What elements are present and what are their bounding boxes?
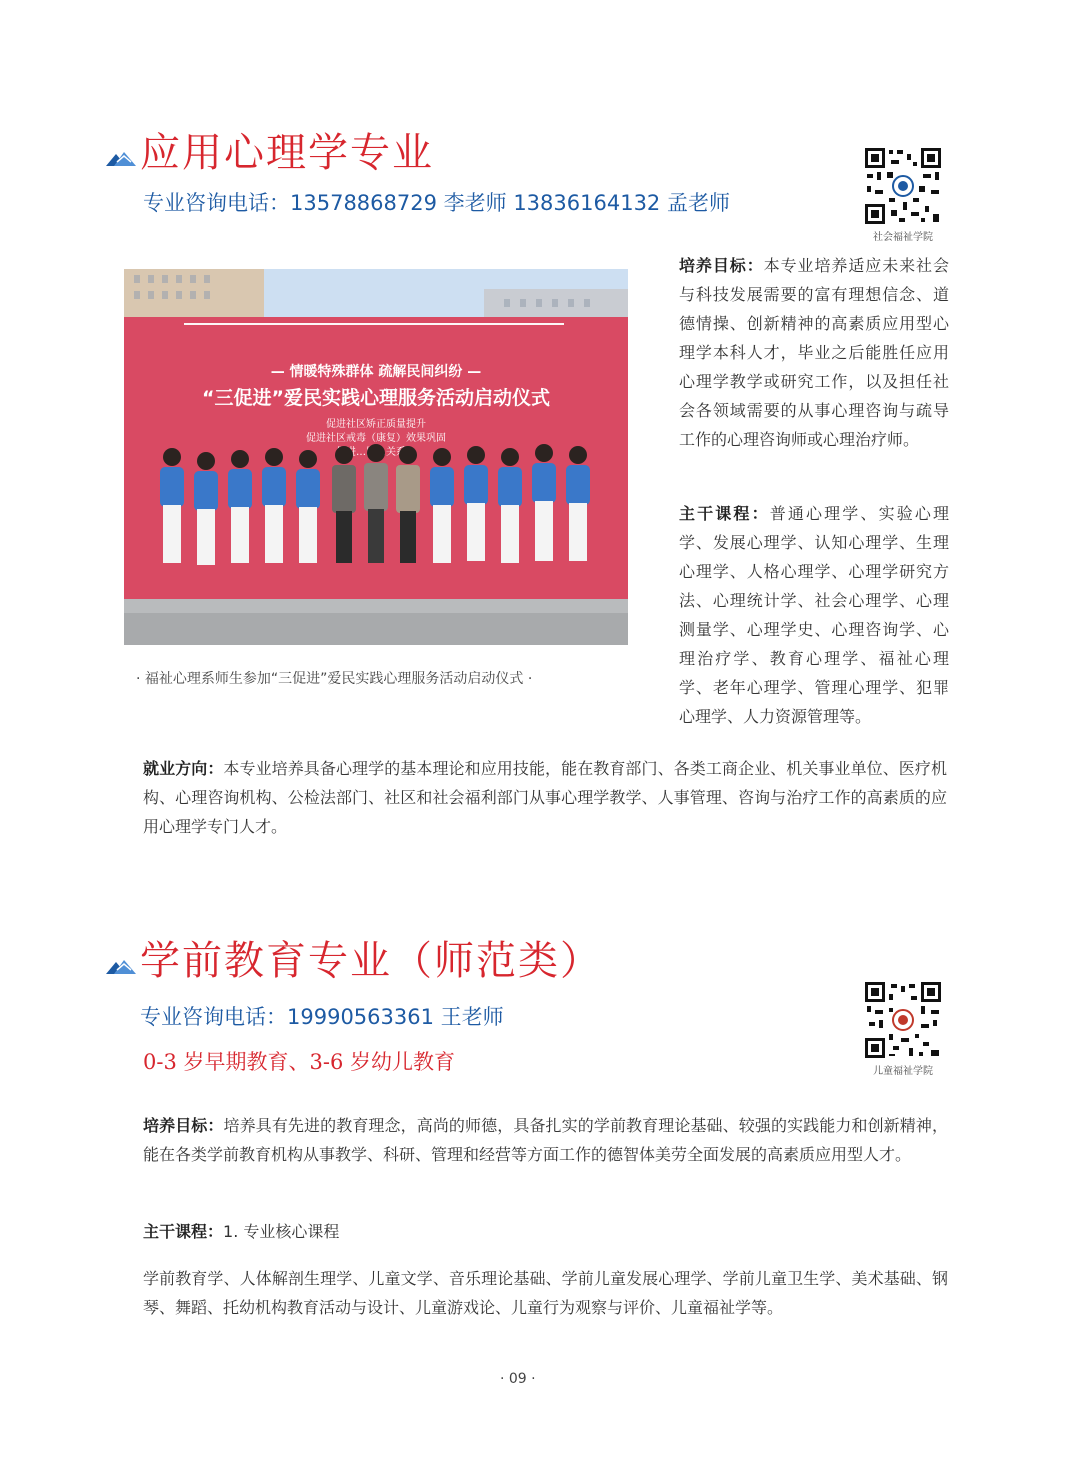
main-courses-heading [143, 1217, 948, 1246]
employ-label: 就业方向： [143, 759, 224, 778]
goal-label: 培养目标： [679, 256, 764, 275]
courses-text: 普通心理学、实验心理学、发展心理学、认知心理学、生理心理学、人格心理学、心理学研究方法、心理统计学、社会心理学、心理测量学、心理学史、心理咨询学、心理治疗学、教育心理学、福祉心理学、老年心理学、管理心理学、犯罪心理学、人力资源管理等。 [679, 504, 949, 726]
courses-text: 学前教育学、人体解剖生理学、儿童文学、音乐理论基础、学前儿童发展心理学、学前儿童卫生学、美术基础、钢琴、舞蹈、托幼机构教育活动与设计、儿童游戏论、儿童行为观察与评价、儿童福祉学等。 [143, 1269, 948, 1317]
section-title: 学前教育专业（师范类） [140, 938, 602, 984]
page-number: · 09 · [500, 1371, 536, 1387]
main-courses [679, 499, 949, 731]
section-marker-icon [104, 954, 138, 976]
goal-text: 本专业培养适应未来社会与科技发展需要的富有理想信念、道德情操、创新精神的高素质应用型心理学本科人才，毕业之后能胜任应用心理学教学或研究工作，以及担任社会各领域需要的从事心理咨询与疏导工作的心理咨询师或心理治疗师。 [679, 256, 949, 449]
activity-photo [124, 269, 628, 645]
training-goal [679, 251, 949, 454]
banner-line: 促进社区矫正质量提升 [326, 419, 426, 430]
qr-caption: 儿童福祉学院 [873, 1066, 933, 1077]
banner-title: “三促进”爱民实践心理服务活动启动仪式 [202, 387, 550, 409]
employ-text: 本专业培养具备心理学的基本理论和应用技能，能在教育部门、各类工商企业、机关事业单位、医疗机构、心理咨询机构、公检法部门、社区和社会福利部门从事心理学教学、人事管理、咨询与治疗工作的高素质的应用心理学专门人才。 [143, 759, 947, 836]
employment-direction [143, 754, 947, 841]
courses-label: 主干课程： [143, 1222, 224, 1241]
qr-caption: 社会福祉学院 [873, 232, 933, 243]
photo-caption: · 福祉心理系师生参加“三促进”爱民实践心理服务活动启动仪式 · [136, 671, 533, 687]
courses-label: 主干课程： [679, 504, 770, 523]
core-courses [143, 1264, 948, 1322]
training-goal [143, 1111, 948, 1169]
goal-text: 培养具有先进的教育理念，高尚的师德，具备扎实的学前教育理论基础、较强的实践能力和创新精神，能在各类学前教育机构从事教学、科研、管理和经营等方面工作的德智体美劳全面发展的高素质应用型人才。 [143, 1116, 948, 1164]
section-title: 应用心理学专业 [140, 130, 434, 176]
section-marker-icon [104, 146, 138, 168]
goal-label: 培养目标： [143, 1116, 224, 1135]
banner-line: 促进社区戒毒（康复）效果巩固 [306, 433, 446, 444]
section-subtitle: 0-3 岁早期教育、3-6 岁幼儿教育 [143, 1050, 455, 1074]
banner-slogan: — 情暖特殊群体 疏解民间纠纷 — [270, 364, 482, 380]
courses-head: 1. 专业核心课程 [223, 1222, 340, 1241]
consult-phone: 专业咨询电话：19990563361 王老师 [140, 1005, 504, 1029]
people-group [124, 269, 628, 645]
consult-phone: 专业咨询电话：13578868729 李老师 13836164132 孟老师 [143, 191, 730, 215]
qr-code-icon[interactable] [863, 146, 943, 226]
qr-code-icon[interactable] [863, 980, 943, 1060]
